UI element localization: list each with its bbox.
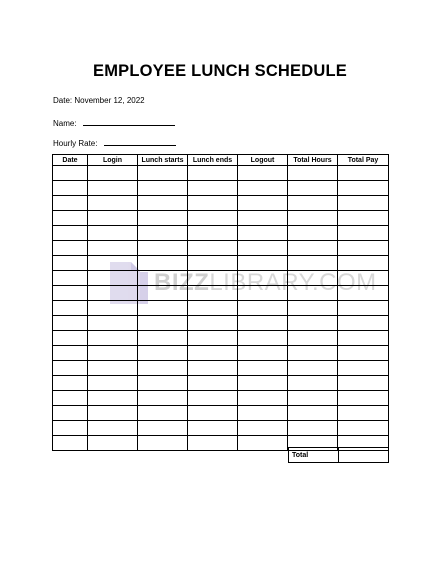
table-cell[interactable] bbox=[53, 196, 88, 211]
table-row bbox=[53, 331, 389, 346]
table-cell[interactable] bbox=[138, 211, 188, 226]
table-row bbox=[53, 361, 389, 376]
table-cell[interactable] bbox=[238, 226, 288, 241]
table-cell[interactable] bbox=[338, 316, 389, 331]
total-row bbox=[289, 448, 389, 463]
header-total-hours: Total Hours bbox=[288, 155, 338, 166]
table-cell[interactable] bbox=[138, 271, 188, 286]
table-cell[interactable] bbox=[138, 181, 188, 196]
table-cell[interactable] bbox=[88, 346, 138, 361]
table-cell[interactable] bbox=[88, 391, 138, 406]
table-cell[interactable] bbox=[188, 361, 238, 376]
table-cell[interactable] bbox=[53, 361, 88, 376]
table-cell[interactable] bbox=[88, 226, 138, 241]
table-cell[interactable] bbox=[338, 241, 389, 256]
table-cell[interactable] bbox=[238, 406, 288, 421]
total-value-cell[interactable] bbox=[339, 448, 389, 463]
table-row bbox=[53, 166, 389, 181]
table-cell[interactable] bbox=[53, 421, 88, 436]
table-cell[interactable] bbox=[88, 196, 138, 211]
table-cell[interactable] bbox=[188, 331, 238, 346]
date-text: Date: November 12, 2022 bbox=[53, 96, 145, 105]
table-cell[interactable] bbox=[53, 256, 88, 271]
table-cell[interactable] bbox=[288, 256, 338, 271]
table-cell[interactable] bbox=[138, 196, 188, 211]
table-cell[interactable] bbox=[238, 196, 288, 211]
table-cell[interactable] bbox=[53, 436, 88, 451]
table-row bbox=[53, 316, 389, 331]
table-cell[interactable] bbox=[138, 301, 188, 316]
table-cell[interactable] bbox=[238, 181, 288, 196]
table-cell[interactable] bbox=[238, 286, 288, 301]
table-cell[interactable] bbox=[188, 376, 238, 391]
table-cell[interactable] bbox=[88, 301, 138, 316]
table-cell[interactable] bbox=[88, 166, 138, 181]
table-row bbox=[53, 286, 389, 301]
table-cell[interactable] bbox=[338, 376, 389, 391]
table-cell[interactable] bbox=[53, 391, 88, 406]
table-cell[interactable] bbox=[53, 316, 88, 331]
table-cell[interactable] bbox=[188, 226, 238, 241]
table-row bbox=[53, 346, 389, 361]
table-cell[interactable] bbox=[138, 331, 188, 346]
table-cell[interactable] bbox=[138, 316, 188, 331]
table-cell[interactable] bbox=[88, 361, 138, 376]
table-cell[interactable] bbox=[338, 256, 389, 271]
table-cell[interactable] bbox=[138, 241, 188, 256]
table-cell[interactable] bbox=[53, 181, 88, 196]
table-cell[interactable] bbox=[288, 241, 338, 256]
table-cell[interactable] bbox=[338, 331, 389, 346]
table-row bbox=[53, 241, 389, 256]
table-cell[interactable] bbox=[238, 271, 288, 286]
table-row bbox=[53, 196, 389, 211]
table-cell[interactable] bbox=[88, 211, 138, 226]
table-cell[interactable] bbox=[88, 271, 138, 286]
table-cell[interactable] bbox=[288, 331, 338, 346]
table-cell[interactable] bbox=[138, 346, 188, 361]
table-cell[interactable] bbox=[53, 166, 88, 181]
table-cell[interactable] bbox=[288, 346, 338, 361]
table-cell[interactable] bbox=[188, 256, 238, 271]
total-label: Total bbox=[289, 448, 339, 463]
table-cell[interactable] bbox=[338, 226, 389, 241]
table-cell[interactable] bbox=[288, 166, 338, 181]
table-cell[interactable] bbox=[238, 211, 288, 226]
table-cell[interactable] bbox=[88, 376, 138, 391]
table-cell[interactable] bbox=[53, 301, 88, 316]
table-row bbox=[53, 211, 389, 226]
table-row bbox=[53, 181, 389, 196]
date-field bbox=[53, 96, 145, 105]
table-cell[interactable] bbox=[188, 436, 238, 451]
table-cell[interactable] bbox=[338, 361, 389, 376]
table-cell[interactable] bbox=[138, 286, 188, 301]
table-cell[interactable] bbox=[238, 436, 288, 451]
table-cell[interactable] bbox=[188, 346, 238, 361]
table-row bbox=[53, 421, 389, 436]
table-cell[interactable] bbox=[88, 421, 138, 436]
table-cell[interactable] bbox=[138, 166, 188, 181]
table-cell[interactable] bbox=[188, 241, 238, 256]
hourly-rate-field[interactable] bbox=[53, 137, 176, 148]
table-row bbox=[53, 226, 389, 241]
name-field[interactable] bbox=[53, 117, 175, 128]
table-cell[interactable] bbox=[188, 316, 238, 331]
table-cell[interactable] bbox=[288, 211, 338, 226]
table-cell[interactable] bbox=[138, 436, 188, 451]
table-cell[interactable] bbox=[288, 421, 338, 436]
table-cell[interactable] bbox=[88, 256, 138, 271]
table-cell[interactable] bbox=[238, 256, 288, 271]
table-row bbox=[53, 271, 389, 286]
name-label: Name: bbox=[53, 119, 77, 128]
table-cell[interactable] bbox=[288, 391, 338, 406]
table-cell[interactable] bbox=[338, 346, 389, 361]
table-cell[interactable] bbox=[88, 181, 138, 196]
table-cell[interactable] bbox=[288, 361, 338, 376]
table-cell[interactable] bbox=[138, 256, 188, 271]
table-cell[interactable] bbox=[338, 286, 389, 301]
table-cell[interactable] bbox=[238, 421, 288, 436]
table-cell[interactable] bbox=[338, 181, 389, 196]
table-cell[interactable] bbox=[88, 241, 138, 256]
table-cell[interactable] bbox=[238, 316, 288, 331]
table-cell[interactable] bbox=[188, 406, 238, 421]
table-cell[interactable] bbox=[338, 406, 389, 421]
table-row bbox=[53, 406, 389, 421]
table-cell[interactable] bbox=[88, 331, 138, 346]
table-cell[interactable] bbox=[238, 301, 288, 316]
table-cell[interactable] bbox=[53, 286, 88, 301]
table-cell[interactable] bbox=[238, 376, 288, 391]
table-row bbox=[53, 256, 389, 271]
table-cell[interactable] bbox=[53, 346, 88, 361]
table-cell[interactable] bbox=[288, 196, 338, 211]
table-cell[interactable] bbox=[238, 391, 288, 406]
header-total-pay: Total Pay bbox=[338, 155, 389, 166]
name-input-line[interactable] bbox=[83, 117, 175, 126]
hourly-rate-input-line[interactable] bbox=[104, 137, 176, 146]
hourly-rate-label: Hourly Rate: bbox=[53, 139, 98, 148]
table-cell[interactable] bbox=[288, 406, 338, 421]
table-cell[interactable] bbox=[238, 361, 288, 376]
table-cell[interactable] bbox=[88, 406, 138, 421]
table-cell[interactable] bbox=[138, 421, 188, 436]
page-title: EMPLOYEE LUNCH SCHEDULE bbox=[93, 62, 347, 80]
table-cell[interactable] bbox=[188, 211, 238, 226]
table-row bbox=[53, 301, 389, 316]
table-cell[interactable] bbox=[238, 331, 288, 346]
table-cell[interactable] bbox=[288, 286, 338, 301]
table-cell[interactable] bbox=[338, 211, 389, 226]
table-cell[interactable] bbox=[188, 181, 238, 196]
table-row bbox=[53, 391, 389, 406]
header-lunch-starts: Lunch starts bbox=[138, 155, 188, 166]
table-cell[interactable] bbox=[288, 226, 338, 241]
table-cell[interactable] bbox=[288, 301, 338, 316]
table-cell[interactable] bbox=[138, 226, 188, 241]
table-cell[interactable] bbox=[53, 271, 88, 286]
header-login: Login bbox=[88, 155, 138, 166]
table-cell[interactable] bbox=[53, 211, 88, 226]
table-cell[interactable] bbox=[188, 421, 238, 436]
table-cell[interactable] bbox=[53, 241, 88, 256]
table-cell[interactable] bbox=[288, 376, 338, 391]
table-cell[interactable] bbox=[338, 196, 389, 211]
table-cell[interactable] bbox=[88, 316, 138, 331]
table-cell[interactable] bbox=[188, 391, 238, 406]
schedule-table bbox=[52, 154, 389, 451]
table-cell[interactable] bbox=[288, 181, 338, 196]
table-cell[interactable] bbox=[338, 391, 389, 406]
header-lunch-ends: Lunch ends bbox=[188, 155, 238, 166]
table-cell[interactable] bbox=[88, 436, 138, 451]
table-cell[interactable] bbox=[88, 286, 138, 301]
table-cell[interactable] bbox=[138, 406, 188, 421]
table-cell[interactable] bbox=[238, 346, 288, 361]
table-cell[interactable] bbox=[138, 391, 188, 406]
header-logout: Logout bbox=[238, 155, 288, 166]
table-cell[interactable] bbox=[188, 271, 238, 286]
watermark-text: BIZZLIBRARY.COM bbox=[154, 269, 377, 296]
table-cell[interactable] bbox=[138, 376, 188, 391]
table-cell[interactable] bbox=[288, 271, 338, 286]
table-cell[interactable] bbox=[188, 196, 238, 211]
table-cell[interactable] bbox=[288, 316, 338, 331]
table-cell[interactable] bbox=[188, 301, 238, 316]
table-cell[interactable] bbox=[53, 226, 88, 241]
table-cell[interactable] bbox=[53, 331, 88, 346]
table-cell[interactable] bbox=[338, 301, 389, 316]
table-cell[interactable] bbox=[338, 166, 389, 181]
header-date: Date bbox=[53, 155, 88, 166]
table-cell[interactable] bbox=[188, 286, 238, 301]
table-row bbox=[53, 376, 389, 391]
table-cell[interactable] bbox=[53, 376, 88, 391]
table-cell[interactable] bbox=[138, 361, 188, 376]
table-cell[interactable] bbox=[338, 271, 389, 286]
table-cell[interactable] bbox=[188, 166, 238, 181]
table-cell[interactable] bbox=[53, 406, 88, 421]
table-cell[interactable] bbox=[238, 166, 288, 181]
total-table bbox=[288, 447, 389, 463]
table-cell[interactable] bbox=[338, 421, 389, 436]
table-header-row bbox=[53, 155, 389, 166]
table-cell[interactable] bbox=[238, 241, 288, 256]
